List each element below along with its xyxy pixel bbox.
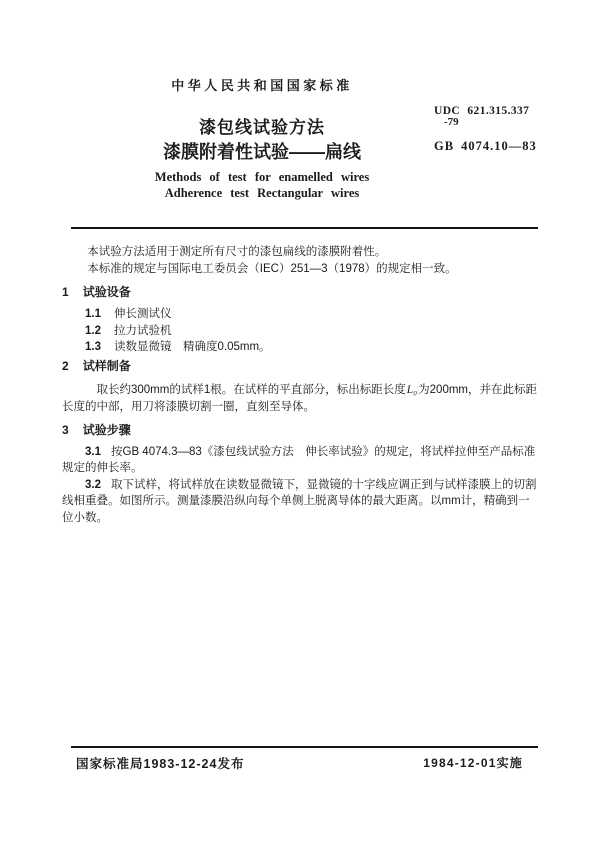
- clause-3-2: [62, 477, 540, 527]
- clause-text: 按GB 4074.3—83《漆包线试验方法 伸长率试验》的规定，将试样拉伸至产品标准规定的伸长率。: [62, 445, 536, 474]
- list-item: [85, 323, 540, 340]
- scope-paragraph: 本试验方法适用于测定所有尺寸的漆包扁线的漆膜附着性。: [87, 246, 387, 258]
- section-3-heading: [62, 422, 540, 439]
- clause-number: 3.2: [85, 478, 101, 491]
- document-title-line2: 漆膜附着性试验——扁线: [163, 142, 361, 162]
- clause-number: 3.1: [85, 445, 101, 458]
- section-2-title: 试样制备: [82, 358, 131, 373]
- standard-number: GB 4074.10—83: [434, 139, 537, 153]
- item-number: 1.1: [85, 308, 101, 320]
- clause-text: 取下试样，将试样放在读数显微镜下，显微镜的十字线应调正到与试样漆膜上的切割线相重叠。如图所示。测量漆膜沿纵向每个单侧上脱离导体的最大距离。以mm计，精确到一位小数。: [62, 478, 537, 524]
- udc-code-suffix: -79: [444, 116, 459, 128]
- section-1-title: 试验设备: [82, 285, 131, 299]
- national-standard-header: 中华人民共和国国家标准: [171, 78, 353, 93]
- iec-equivalence-paragraph: 本标准的规定与国际电工委员会（IEC）251—3（1978）的规定相一致。: [87, 263, 457, 275]
- document-title-english-line2: Adherence test Rectangular wires: [164, 185, 360, 200]
- paragraph-text-post: 为200mm，并在此标距长度的中部，用刀将漆膜切割一圈，直刻至导体。: [62, 383, 538, 413]
- document-title-line1: 漆包线试验方法: [199, 118, 325, 137]
- equipment-list: [85, 306, 540, 356]
- classification-codes: [434, 105, 564, 154]
- item-number: 1.2: [85, 324, 101, 337]
- list-item: [85, 339, 540, 356]
- gauge-length-variable: L₀: [406, 383, 418, 396]
- paragraph-text-pre: 取长约300mm的试样1根。在试样的平直部分，标出标距长度: [96, 383, 406, 396]
- footer-divider-rule: [71, 746, 538, 748]
- header-divider-rule: [71, 227, 538, 229]
- issue-date-text: 国家标准局1983-12-24发布: [76, 757, 245, 771]
- document-body: [62, 244, 540, 526]
- section-2-number: 2: [62, 358, 69, 373]
- document-title-english: [72, 170, 452, 201]
- section-1-number: 1: [62, 285, 69, 299]
- clause-3-1: [62, 444, 540, 477]
- item-text: 拉力试验机: [114, 324, 172, 337]
- specimen-preparation-paragraph: [62, 382, 540, 416]
- section-1-heading: [62, 284, 540, 301]
- item-text: 读数显微镜 精确度0.05mm。: [114, 341, 271, 353]
- item-text: 伸长测试仪: [114, 308, 172, 320]
- section-2-heading: [62, 358, 540, 375]
- effective-date-text: 1984-12-01实施: [423, 756, 523, 770]
- item-number: 1.3: [85, 341, 101, 353]
- document-title-english-line1: Methods of test for enamelled wires: [154, 170, 370, 184]
- udc-code: UDC 621.315.337: [434, 105, 530, 117]
- section-3-number: 3: [62, 422, 69, 437]
- list-item: [85, 306, 540, 323]
- section-3-title: 试验步骤: [82, 422, 131, 437]
- scope-intro: [62, 244, 540, 278]
